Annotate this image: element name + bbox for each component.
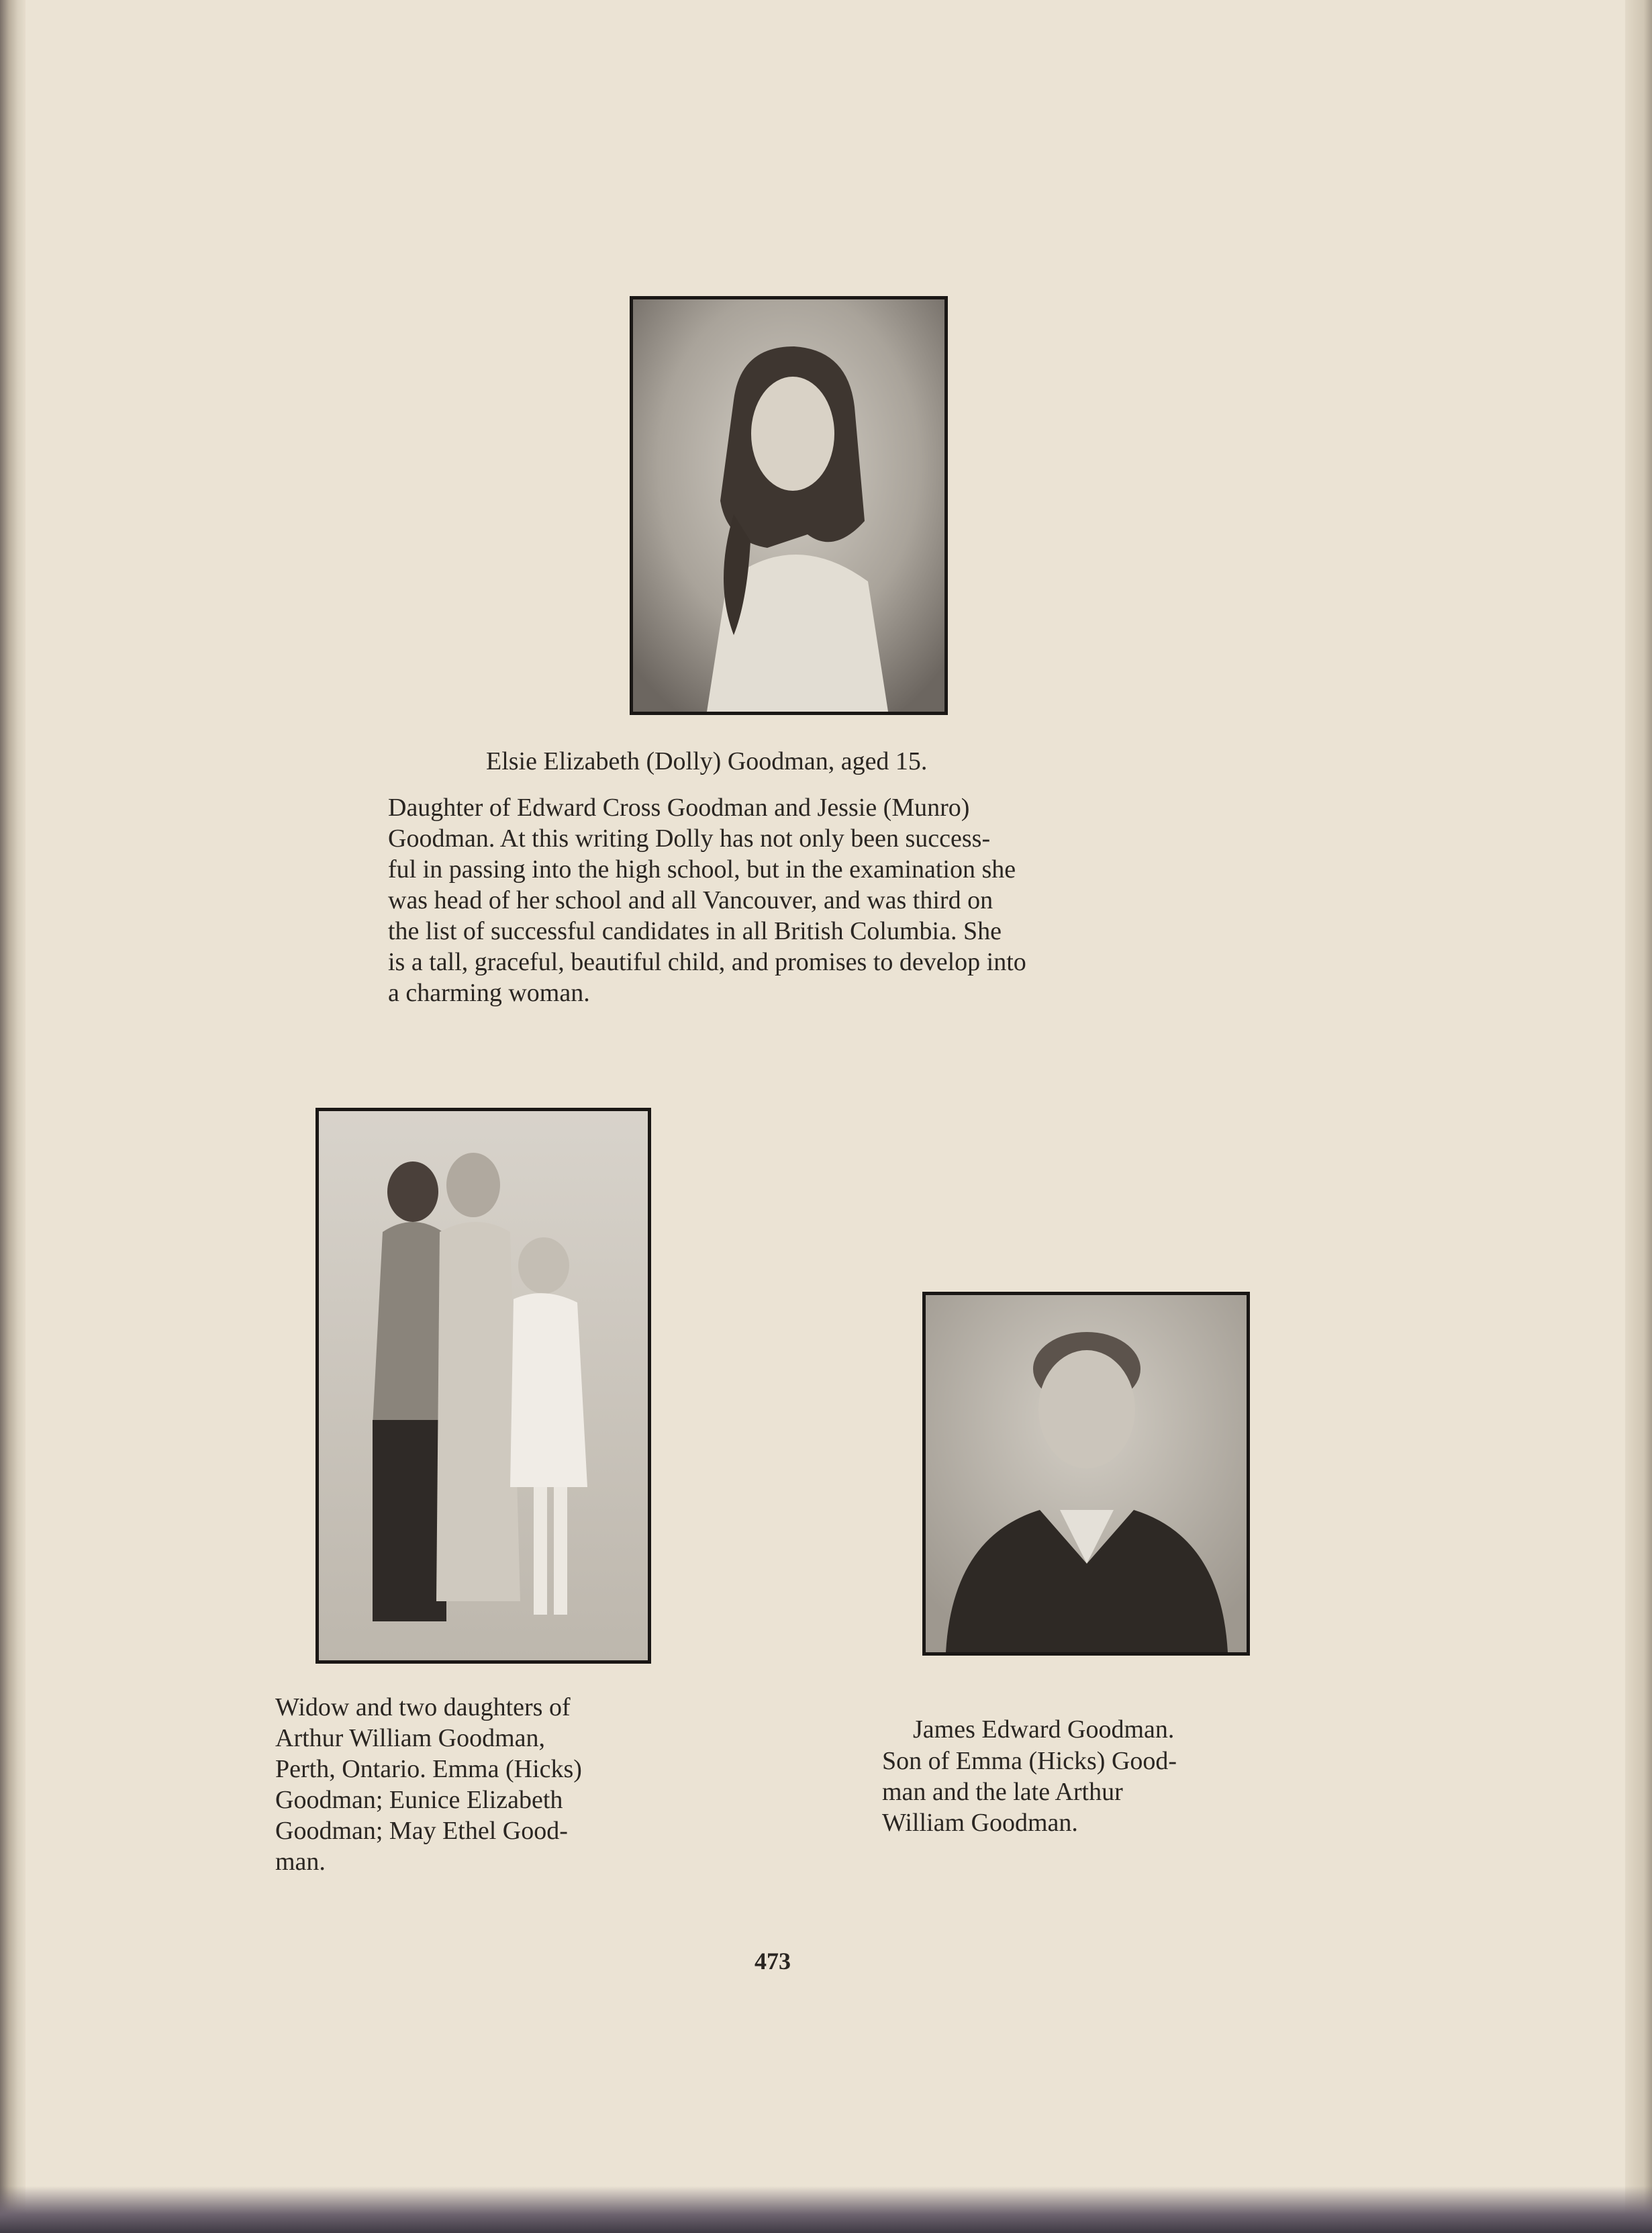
family-image <box>319 1111 648 1660</box>
book-spine <box>0 0 26 2233</box>
caption-line: the list of successful candidates in all British Columbia. She <box>388 917 1002 945</box>
caption-line: man and the late Arthur <box>882 1778 1123 1806</box>
james-caption-title: James Edward Goodman. <box>913 1715 1175 1744</box>
caption-line: Daughter of Edward Cross Goodman and Jessie (Munro) <box>388 794 970 822</box>
portrait-photo-dolly <box>630 296 948 715</box>
family-group-photo <box>315 1108 651 1664</box>
portrait-image <box>926 1295 1247 1652</box>
page-number: 473 <box>755 1948 791 1975</box>
caption-line: man. <box>275 1848 326 1876</box>
caption-line: a charming woman. <box>388 979 590 1007</box>
portrait-image <box>633 299 944 712</box>
caption-line: Goodman; May Ethel Good- <box>275 1817 568 1845</box>
caption-line: Perth, Ontario. Emma (Hicks) <box>275 1755 582 1783</box>
dolly-caption-text <box>388 792 1198 1008</box>
caption-line: William Goodman. <box>882 1809 1078 1837</box>
caption-line: is a tall, graceful, beautiful child, and promises to develop into <box>388 948 1026 976</box>
page-edge <box>1625 0 1652 2233</box>
caption-line: Son of Emma (Hicks) Good- <box>882 1747 1177 1775</box>
page-bottom-shadow <box>0 2186 1652 2233</box>
widow-caption-text <box>275 1692 678 1877</box>
james-caption-text <box>882 1746 1298 1838</box>
caption-line: ful in passing into the high school, but in the examination she <box>388 855 1016 884</box>
dolly-caption-title: Elsie Elizabeth (Dolly) Goodman, aged 15. <box>486 747 928 775</box>
portrait-photo-james <box>922 1292 1250 1656</box>
caption-line: Goodman; Eunice Elizabeth <box>275 1786 563 1814</box>
caption-line: Widow and two daughters of <box>275 1693 571 1721</box>
caption-line: Arthur William Goodman, <box>275 1724 545 1752</box>
caption-line: was head of her school and all Vancouver, and was third on <box>388 886 993 914</box>
caption-line: Goodman. At this writing Dolly has not only been success- <box>388 824 991 853</box>
